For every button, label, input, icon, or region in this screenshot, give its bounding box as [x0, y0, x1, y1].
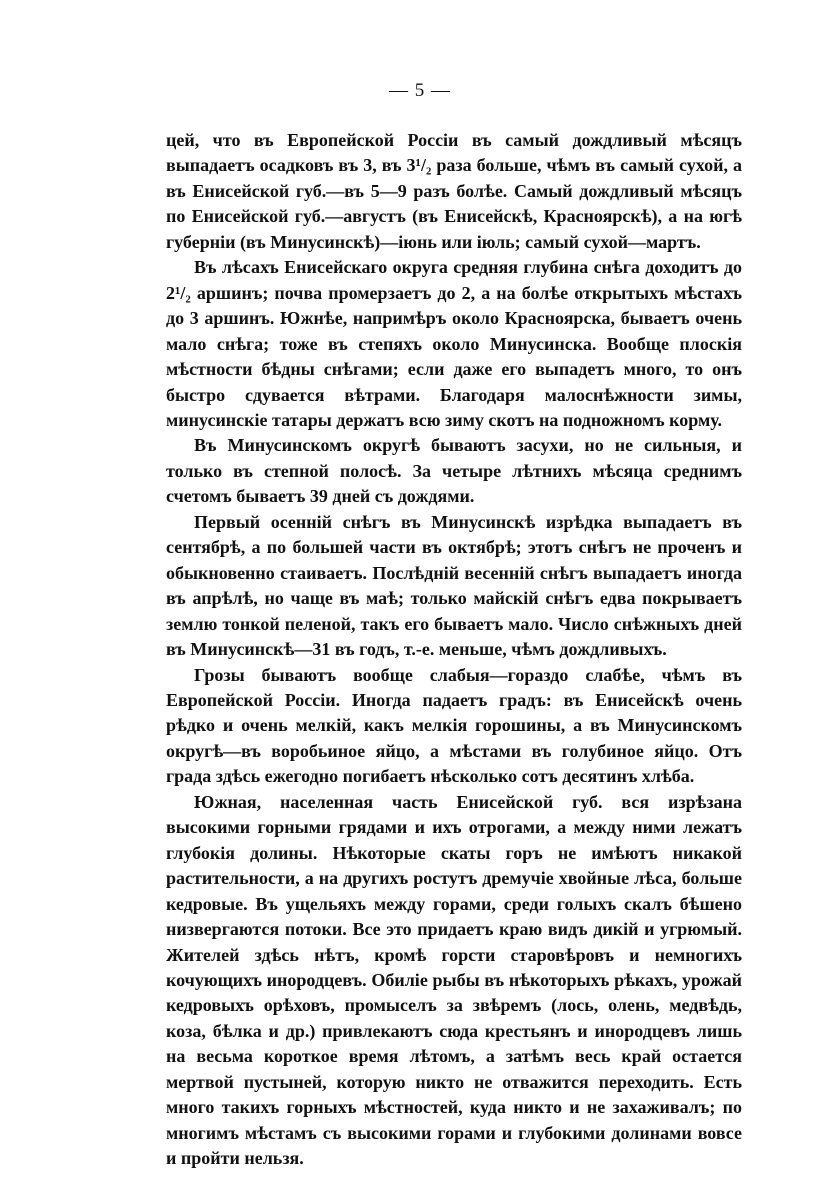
- paragraph-snow-depth: Въ лѣсахъ Енисейскаго округа средняя глубина снѣга доходитъ до 2¹/₂ аршинъ; почва промерзаетъ до 2, а на болѣе открытыхъ мѣстахъ до 3 аршинъ. Южнѣе, напримѣръ около Красноярска, бываетъ очень мало снѣга; тоже въ степяхъ около Минусинска. Вообще плоскія мѣстности бѣдны снѣгами; если даже его выпадетъ много, то онъ быстро сдувается вѣтрами. Благодаря малоснѣжности зимы, минусинскіе татары держатъ всю зиму скотъ на подножномъ корму.: [166, 257, 742, 430]
- paragraph-droughts: Въ Минусинскомъ округѣ бываютъ засухи, но не сильныя, и только въ степной полосѣ. За четыре лѣтнихъ мѣсяца среднимъ счетомъ бываетъ 39 дней съ дождями.: [166, 435, 742, 507]
- paragraph-mountains: Южная, населенная часть Енисейской губ. вся изрѣзана высокими горными грядами и ихъ отрогами, а между ними лежатъ глубокія долины. Нѣкоторые скаты горъ не имѣютъ никакой растительности, а на другихъ ростутъ дремучіе хвойные лѣса, больше кедровые. Въ ущельяхъ между горами, среди голыхъ скалъ бѣшено низвергаются потоки. Все это придаетъ краю видъ дикій и угрюмый. Жителей здѣсь нѣтъ, кромѣ горсти старовѣровъ и немногихъ кочующихъ инородцевъ. Обиліе рыбы въ нѣкоторыхъ рѣкахъ, урожай кедровыхъ орѣховъ, промыселъ за звѣремъ (лось, олень, медвѣдь, коза, бѣлка и др.) привлекаютъ сюда крестьянъ и инородцевъ лишь на весьма короткое время лѣтомъ, а затѣмъ весь край остается мертвой пустыней, которую никто не отважится переходить. Есть много такихъ горныхъ мѣстностей, куда никто и не захаживалъ; по многимъ мѣстамъ съ высокими горами и глубокими долинами вовсе и пройти нельзя.: [166, 791, 742, 1169]
- paragraph-precipitation: цей, что въ Европейской Россіи въ самый дождливый мѣсяцъ выпадаетъ осадковъ въ 3, въ 3¹/₂ раза больше, чѣмъ въ самый сухой, а въ Енисейской губ.—въ 5—9 разъ болѣе. Самый дождливый мѣсяцъ по Енисейской губ.—августъ (въ Енисейскѣ, Красноярскѣ), а на югѣ губерніи (въ Минусинскѣ)—іюнь или іюль; самый сухой—мартъ.: [166, 130, 742, 252]
- page-number: — 5 —: [389, 80, 451, 101]
- body-text: [166, 128, 742, 1172]
- paragraph-first-snow: Первый осенній снѣгъ въ Минусинскѣ изрѣдка выпадаетъ въ сентябрѣ, а по большей части въ октябрѣ; этотъ снѣгъ не проченъ и обыкновенно стаиваетъ. Послѣдній весенній снѣгъ выпадаетъ иногда въ апрѣлѣ, но чаще въ маѣ; только майскій снѣгъ едва покрываетъ землю тонкой пеленой, такъ его бываетъ мало. Число снѣжныхъ дней въ Минусинскѣ—31 въ годъ, т.-е. меньше, чѣмъ дождливыхъ.: [166, 511, 742, 660]
- paragraph-thunderstorms: Грозы бываютъ вообще слабыя—гораздо слабѣе, чѣмъ въ Европейской Россіи. Иногда падаетъ градъ: въ Енисейскѣ очень рѣдко и очень мелкій, какъ мелкія горошины, а въ Минусинскомъ округѣ—въ воробьиное яйцо, а мѣстами въ голубиное яйцо. Отъ града здѣсь ежегодно погибаетъ нѣсколько сотъ десятинъ хлѣба.: [166, 664, 742, 787]
